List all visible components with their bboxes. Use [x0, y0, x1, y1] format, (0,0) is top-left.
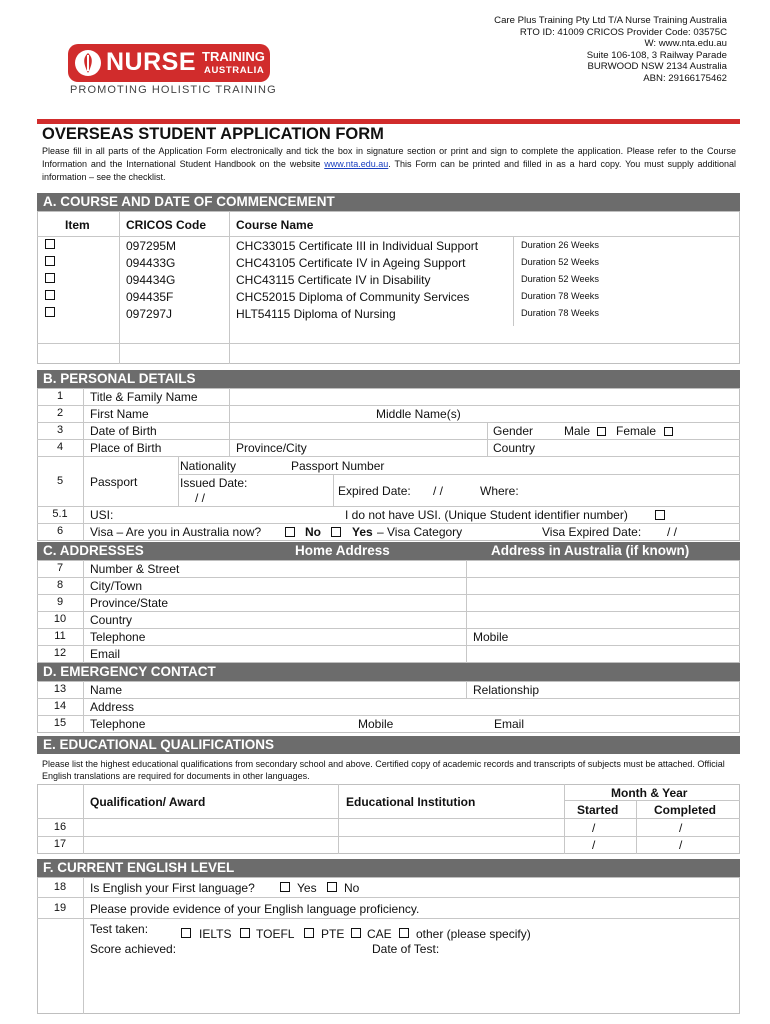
row-number: 16: [53, 821, 67, 833]
label-number-street: Number & Street: [90, 562, 180, 576]
cricos-code: 097295M: [126, 239, 177, 253]
col-course: Course Name: [236, 218, 314, 232]
row-rule: [37, 422, 740, 423]
label-male: Male: [564, 424, 591, 438]
course-duration: Duration 78 Weeks: [521, 291, 599, 301]
abn: ABN: 29166175462: [643, 72, 727, 84]
pte-checkbox[interactable]: [304, 928, 314, 938]
visa-yes-checkbox[interactable]: [331, 527, 341, 537]
course-checkbox[interactable]: [45, 239, 55, 249]
row-number: 8: [56, 579, 64, 591]
label-province-city: Province/City: [236, 441, 307, 455]
row-number-divider: [83, 681, 84, 733]
row-number: 1: [56, 390, 64, 402]
label-country: Country: [493, 441, 536, 455]
label-visa-no: No: [305, 525, 321, 539]
row-number: 19: [53, 902, 67, 914]
row-rule: [37, 836, 740, 837]
row-rule: [37, 439, 740, 440]
visa-expired-slashes: / /: [667, 525, 678, 539]
label-english-no: No: [344, 881, 360, 895]
label-toefl: TOEFL: [256, 927, 295, 941]
label-english-yes: Yes: [297, 881, 317, 895]
label-score-achieved: Score achieved:: [90, 942, 177, 956]
label-test-taken: Test taken:: [90, 922, 149, 936]
course-duration: Duration 52 Weeks: [521, 274, 599, 284]
cricos-code: 094434G: [126, 273, 176, 287]
course-table-rule: [37, 343, 740, 344]
label-title-family-name: Title & Family Name: [90, 390, 198, 404]
header-divider: [37, 119, 740, 124]
row-number: 15: [53, 717, 67, 729]
course-name: CHC43115 Certificate IV in Disability: [236, 273, 431, 287]
label-other-test: other (please specify): [416, 927, 531, 941]
date-divider: [564, 784, 565, 854]
label-english-evidence: Please provide evidence of your English language proficiency.: [90, 902, 420, 916]
english-yes-checkbox[interactable]: [280, 882, 290, 892]
row-rule: [37, 698, 740, 699]
row-rule: [37, 611, 740, 612]
label-country: Country: [90, 613, 133, 627]
section-e-header: E. EDUCATIONAL QUALIFICATIONS: [37, 736, 740, 754]
label-visa-expired: Visa Expired Date:: [542, 525, 642, 539]
row-rule: [37, 506, 740, 507]
row-rule: [37, 715, 740, 716]
male-checkbox[interactable]: [597, 427, 606, 436]
logo-word-training: TRAINING: [202, 49, 265, 64]
row-number: 11: [54, 630, 66, 642]
english-no-checkbox[interactable]: [327, 882, 337, 892]
row-number: 6: [56, 525, 64, 537]
row-number: 13: [53, 683, 67, 695]
page-title: OVERSEAS STUDENT APPLICATION FORM: [42, 125, 384, 143]
label-cae: CAE: [367, 927, 392, 941]
label-visa-yes: Yes: [352, 525, 373, 539]
no-usi-checkbox[interactable]: [655, 510, 665, 520]
row-number: 17: [53, 838, 67, 850]
label-no-usi: I do not have USI. (Unique Student identifier number): [345, 508, 628, 522]
website: W: www.nta.edu.au: [644, 38, 727, 49]
label-visa-category: – Visa Category: [377, 525, 463, 539]
label-ielts: IELTS: [199, 927, 232, 941]
qualifications-note: Please list the highest educational qualifications from secondary school and above. Certified copy of academic records and transcripts of subjects must be attached. Official English translations are required for documents in other languages.: [42, 759, 725, 781]
row-number: 5.1: [52, 508, 68, 520]
company-name: Care Plus Training Pty Ltd T/A Nurse Training Australia: [494, 15, 727, 26]
label-province-state: Province/State: [90, 596, 169, 610]
row-rule: [37, 577, 740, 578]
course-table-divider: [513, 236, 514, 326]
label-expired-date: Expired Date:: [338, 484, 411, 498]
australia-address-heading: Address in Australia (if known): [491, 543, 690, 558]
started-slash: /: [592, 821, 596, 835]
row-rule: [37, 918, 740, 919]
section-f-header: F. CURRENT ENGLISH LEVEL: [37, 859, 740, 877]
row-number: 14: [53, 700, 67, 712]
row-number: 12: [53, 647, 67, 659]
row-rule: [178, 474, 740, 475]
started-completed-divider: [636, 800, 637, 854]
row-rule: [37, 456, 740, 457]
label-female: Female: [616, 424, 657, 438]
label-first-name: First Name: [90, 407, 149, 421]
cae-checkbox[interactable]: [351, 928, 361, 938]
label-issued-date: Issued Date:: [180, 476, 248, 490]
label-gender: Gender: [493, 424, 534, 438]
nurse-training-logo: [68, 44, 270, 87]
course-name: CHC52015 Diploma of Community Services: [236, 290, 470, 304]
company-address-block: [494, 15, 727, 84]
intro-part-a: Please fill in all parts of the Application Form electronically and tick the box in signature section or print and sign to complete the application. Please refer to the Course Information and the International Student Handbook on the website: [42, 146, 736, 169]
toefl-checkbox[interactable]: [240, 928, 250, 938]
row-number: 2: [56, 407, 64, 419]
label-contact-telephone: Telephone: [90, 717, 146, 731]
col-qualification: Qualification/ Award: [90, 795, 206, 809]
label-email: Email: [90, 647, 121, 661]
institution-divider: [338, 784, 339, 854]
label-middle-name: Middle Name(s): [376, 407, 461, 421]
label-relationship: Relationship: [473, 683, 540, 697]
course-checkbox[interactable]: [45, 290, 55, 300]
row-rule: [37, 628, 740, 629]
course-duration: Duration 52 Weeks: [521, 257, 599, 267]
intro-part-b: . This Form can be printed and filled in as a hard copy. You must supply additional information – see the checklist.: [42, 159, 736, 182]
label-date-of-birth: Date of Birth: [90, 424, 157, 438]
section-d-header: D. EMERGENCY CONTACT: [37, 663, 740, 681]
intro-text: [42, 145, 736, 184]
course-checkbox[interactable]: [45, 256, 55, 266]
label-pte: PTE: [321, 927, 345, 941]
expired-date-slashes: / /: [433, 484, 444, 498]
suite: Suite 106-108, 3 Railway Parade: [586, 49, 727, 61]
col-completed: Completed: [654, 803, 717, 817]
col-started: Started: [577, 803, 619, 817]
cricos-code: 094433G: [126, 256, 176, 270]
label-english-first: Is English your First language?: [90, 881, 255, 895]
row-rule: [37, 523, 740, 524]
section-c-title: C. ADDRESSES: [43, 543, 144, 558]
website-link[interactable]: www.nta.edu.au: [324, 159, 389, 169]
label-city-town: City/Town: [90, 579, 143, 593]
visa-no-checkbox[interactable]: [285, 527, 295, 537]
other-test-checkbox[interactable]: [399, 928, 409, 938]
course-table-divider: [229, 211, 230, 364]
home-address-heading: Home Address: [295, 543, 390, 558]
row-rule: [37, 645, 740, 646]
label-passport: Passport: [90, 475, 138, 489]
col-item: Item: [65, 218, 90, 232]
label-date-of-test: Date of Test:: [372, 942, 440, 956]
course-name: CHC43105 Certificate IV in Ageing Support: [236, 256, 466, 270]
course-checkbox[interactable]: [45, 307, 55, 317]
section-a-header: A. COURSE AND DATE OF COMMENCEMENT: [37, 193, 740, 211]
section-c-header: [37, 542, 740, 560]
cricos-code: 094435F: [126, 290, 174, 304]
label-mobile: Mobile: [473, 630, 509, 644]
course-table-divider: [119, 211, 120, 364]
row-rule: [37, 818, 740, 819]
ielts-checkbox[interactable]: [181, 928, 191, 938]
label-contact-name: Name: [90, 683, 123, 697]
course-checkbox[interactable]: [45, 273, 55, 283]
label-telephone: Telephone: [90, 630, 146, 644]
label-usi: USI:: [90, 508, 114, 522]
row-number: 9: [56, 596, 64, 608]
expiry-divider: [333, 474, 334, 506]
row-number: 7: [56, 562, 64, 574]
label-place-of-birth: Place of Birth: [90, 441, 162, 455]
female-checkbox[interactable]: [664, 427, 673, 436]
course-table: [37, 211, 740, 364]
label-passport-number: Passport Number: [291, 459, 385, 473]
tagline: PROMOTING HOLISTIC TRAINING: [70, 84, 277, 96]
completed-slash: /: [679, 838, 683, 852]
row-number: 3: [56, 424, 64, 436]
row-number: 4: [56, 441, 64, 453]
started-slash: /: [592, 838, 596, 852]
label-contact-email: Email: [494, 717, 525, 731]
label-contact-mobile: Mobile: [358, 717, 394, 731]
course-duration: Duration 78 Weeks: [521, 308, 599, 318]
issued-date-slashes: / /: [195, 491, 206, 505]
course-name: CHC33015 Certificate III in Individual Support: [236, 239, 479, 253]
course-name: HLT54115 Diploma of Nursing: [236, 307, 396, 321]
course-duration: Duration 26 Weeks: [521, 240, 599, 250]
logo-word-nurse: NURSE: [106, 48, 197, 76]
label-where: Where:: [480, 484, 519, 498]
date-header-rule: [564, 800, 740, 801]
row-rule: [37, 594, 740, 595]
label-nationality: Nationality: [180, 459, 237, 473]
label-contact-address: Address: [90, 700, 135, 714]
rto-id: RTO ID: 41009 CRICOS Provider Code: 03575C: [519, 26, 727, 38]
row-number: 5: [56, 475, 64, 487]
label-divider: [178, 456, 179, 506]
city: BURWOOD NSW 2134 Australia: [587, 61, 727, 72]
row-number-divider: [83, 784, 84, 854]
cricos-code: 097297J: [126, 307, 173, 321]
course-table-rule: [37, 236, 740, 237]
row-number-divider: [83, 388, 84, 541]
relationship-divider: [466, 681, 467, 698]
col-cricos: CRICOS Code: [126, 218, 207, 232]
col-institution: Educational Institution: [346, 795, 476, 809]
col-month-year: Month & Year: [611, 786, 688, 800]
row-number: 18: [53, 881, 67, 893]
row-rule: [37, 405, 740, 406]
completed-slash: /: [679, 821, 683, 835]
label-visa-question: Visa – Are you in Australia now?: [90, 525, 262, 539]
row-number: 10: [53, 613, 67, 625]
row-rule: [37, 897, 740, 898]
section-b-header: B. PERSONAL DETAILS: [37, 370, 740, 388]
logo-word-australia: AUSTRALIA: [204, 65, 265, 76]
